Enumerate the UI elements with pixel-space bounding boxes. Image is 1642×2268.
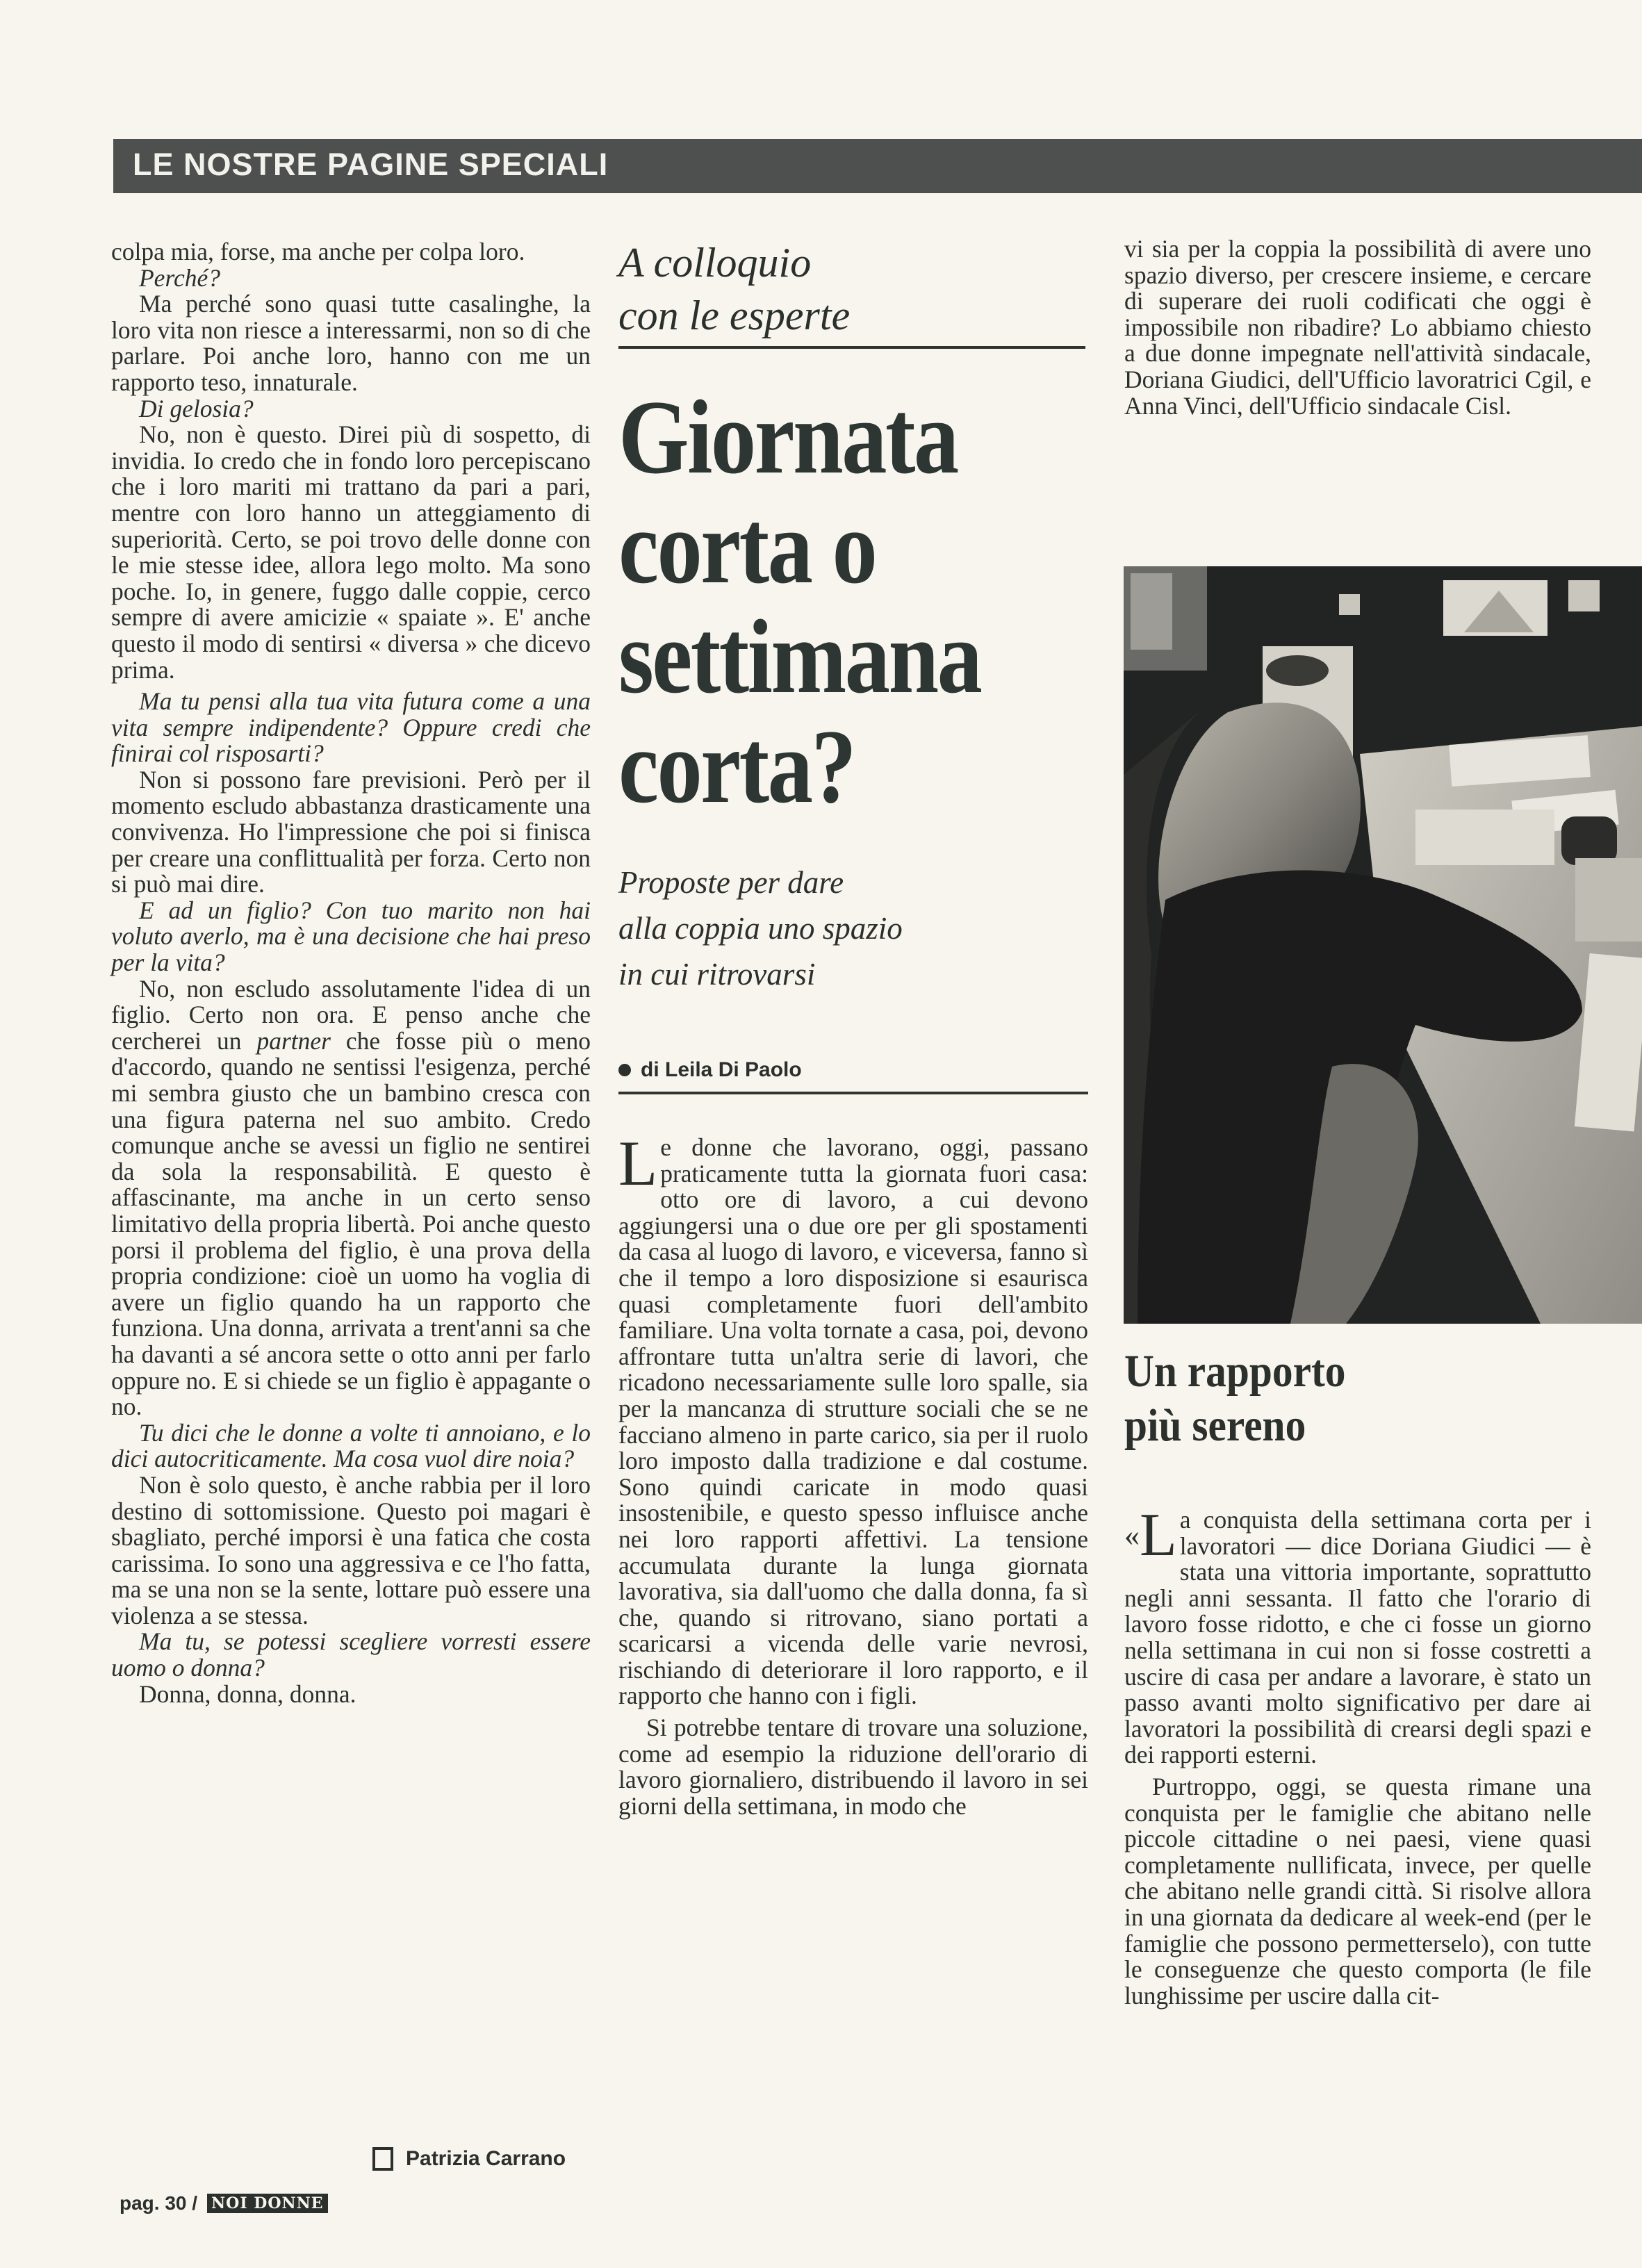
interview-answer: Non si possono fare previsioni. Però per il momento escludo abbastanza drasticamente una convivenza. Ho l'impressione che poi si finisca per creare una conflittualità per forza. Certo non si può mai dire. [111,765,591,898]
section-band-label: LE NOSTRE PAGINE SPECIALI [133,147,609,182]
deck-line: in cui ritrovarsi [618,957,816,992]
subhead-line: più sereno [1124,1400,1306,1451]
end-mark-icon [372,2147,393,2171]
bullet-icon [618,1064,631,1076]
paragraph [1124,1502,1591,1769]
right-column [1124,236,1591,419]
paragraph [618,1128,1088,1710]
headline-line: settimana [618,598,981,715]
intro-text [1124,236,1591,419]
author-signature [372,2147,566,2171]
section-band [113,139,1642,193]
left-column [111,239,591,1707]
interview-answer: Ma perché sono quasi tutte casalinghe, la loro vita non riesce a interessarmi, non so di che parlare. Poi anche loro, hanno con me un rapporto teso, innaturale. [111,290,591,396]
paragraph: vi sia per la coppia la possibilità di avere uno spazio diverso, per crescere insieme, e cercare di superare dei ruoli codificati che oggi è impossibile non ribadire? Lo abbiamo chiesto a due donne impegnate nell'attività sindacale, Doriana Giudici, dell'Ufficio lavoratrici Cgil, e Anna Vinci, dell'Ufficio sindacale Cisl. [1124,235,1591,420]
page-footer [120,2192,328,2214]
photo-illustration [1124,566,1642,1324]
paragraph: Si potrebbe tentare di trovare una soluzione, come ad esempio la riduzione dell'orario di lavoro giornaliero, distribuendo il lavoro in sei giorni della settimana, in modo che [618,1714,1088,1820]
paragraph: colpa mia, forse, ma anche per colpa loro. [111,238,525,265]
paragraph-text: a conquista della settimana corta per i lavoratori — dice Doriana Giudici — è stata una vittoria importante, soprattutto negli anni sessanta. Il fatto che l'orario di lavoro fosse ridotto, e che ci fosse un giorno nella settimana in cui non si fosse costretti a uscire di casa per andare a lavorare, è stato un passo avanti molto significativo per dare ai lavoratori la possibilità di crearsi degli spazi e dei rapporti esterni. [1124,1506,1591,1769]
dropcap: L [618,1128,658,1199]
interview-question: Di gelosia? [139,394,254,422]
headline-line: Giornata [618,379,958,495]
deck-line: Proposte per dare [618,865,844,900]
headline [618,379,1088,834]
deck-line: alla coppia uno spazio [618,911,903,946]
interview-question: E ad un figlio? Con tuo marito non hai voluto averlo, ma è una decisione che hai preso per la vita? [111,896,591,977]
quote-mark: « [1124,1518,1140,1552]
interview-answer: No, non è questo. Direi più di sospetto, di invidia. Io credo che in fondo loro percepiscano che i loro mariti mi trattano da pari a pari, mentre con loro hanno un atteggiamento di superiorità. Certo, se poi trovo delle donne con le mie stesse idee, allora lego molto. Ma sono poche. Io, in genere, fuggo dalle coppie, cerco sempre di avere amicizie « spaiate ». E' anche questo il modo di sentirsi « diversa » che dicevo prima. [111,420,591,684]
byline [618,1058,1088,1082]
interview-question: Ma tu, se potessi scegliere vorresti essere uomo o donna? [111,1627,591,1682]
kicker-line: A colloquio [618,240,812,286]
interview-question: Ma tu pensi alla tua vita futura come a una vita sempre indipendente? Oppure credi che finirai col risposarti? [111,687,591,768]
interview-answer: No, non escludo assolutamente l'idea di un figlio. Certo non ora. E penso anche che cercherei un partner che fosse più o meno d'accordo, quando ne sentissi l'esigenza, perché mi sembra giusto che un bambino cresca con una figura paterna nel suo ambito. Credo comunque anche se avessi un figlio ne sentirei da sola la responsabilità. E questo è affascinante, ma anche in un certo senso limitativo della propria libertà. Poi anche questo porsi il problema del figlio, è una prova della propria condizione: cioè un uomo ha voglia di avere un figlio quando ha un rapporto che funziona. Una donna, arrivata a trent'anni sa che ha davanti a sé ancora sette o otto anni per farlo oppure no. E si chiede se un figlio è appagante o no. [111,974,591,1421]
interview-answer: Donna, donna, donna. [139,1679,356,1708]
interview-text [111,239,591,1707]
paragraph-text: e donne che lavorano, oggi, passano praticamente tutta la giornata fuori casa: otto ore di lavoro, a cui devono aggiungersi una o due ore per gli spostamenti da casa al luogo di lavoro, e viceversa, fanno sì che il tempo a loro disposizione si esaurisca quasi completamente fuori dell'ambito familiare. Una volta tornate a casa, poi, devono affrontare tutta un'altra serie di lavori, che ricadono necessariamente sulle loro spalle, sia per la mancanza di strutture sociali che se ne facciano almeno in parte carico, sia per il ruolo loro imposto dalla tradizione e dal costume. Sono quindi caricate in modo quasi insostenibile, e questo spesso influisce anche nei loro rapporti affettivi. La tensione accumulata durante la lunga giornata lavorativa, sia dall'uomo che dalla donna, fa sì che, quando si ritrovano, siano portati a scaricarsi a vicenda delle varie nevrosi, rischiando di deteriorare il loro rapporto, e il rapporto che hanno con i figli. [618,1133,1088,1710]
paragraph: Purtroppo, oggi, se questa rimane una conquista per le famiglie che abitano nelle piccole cittadine o nei paesi, viene quasi completamente nullificata, invece, per quelle che abitano nelle grandi città. Si risolve allora in una giornata da dedicare al week-end (per le famiglie che possono permetterselo), con tutte le conseguenze che questo comporta (le file lunghissime per uscire dalla cit- [1124,1772,1591,2010]
kicker-rule [618,346,1085,349]
interview-question: Perché? [139,263,220,292]
photo-woman-at-desk [1124,566,1642,1324]
magazine-logo: NOI DONNE [207,2194,327,2213]
article-text [618,1128,1088,1820]
headline-line: corta o [618,488,876,605]
interview-text [1124,1502,1591,2010]
deck [618,860,1088,997]
page-number: pag. 30 / [120,2192,198,2214]
dropcap [1124,1502,1177,1569]
author-name: Patrizia Carrano [406,2147,566,2170]
byline-rule [618,1092,1088,1094]
dropcap-letter: L [1140,1502,1177,1569]
middle-column [618,236,1088,1819]
byline-author: di Leila Di Paolo [641,1058,802,1081]
right-column-lower [1124,1345,1591,2009]
subhead-line: Un rapporto [1124,1346,1346,1397]
interview-answer: Non è solo questo, è anche rabbia per il loro destino di sottomissione. Questo poi magari è sbagliato, perché imporsi è una fatica che costa carissima. Io sono una aggressiva e ce l'ho fatta, ma se una non se la sente, lottare può essere una violenza a se stessa. [111,1470,591,1629]
headline-line: corta? [618,708,855,825]
interview-question: Tu dici che le donne a volte ti annoiano, e lo dici autocriticamente. Ma cosa vuol dire noia? [111,1418,591,1473]
kicker-line: con le esperte [618,293,851,338]
